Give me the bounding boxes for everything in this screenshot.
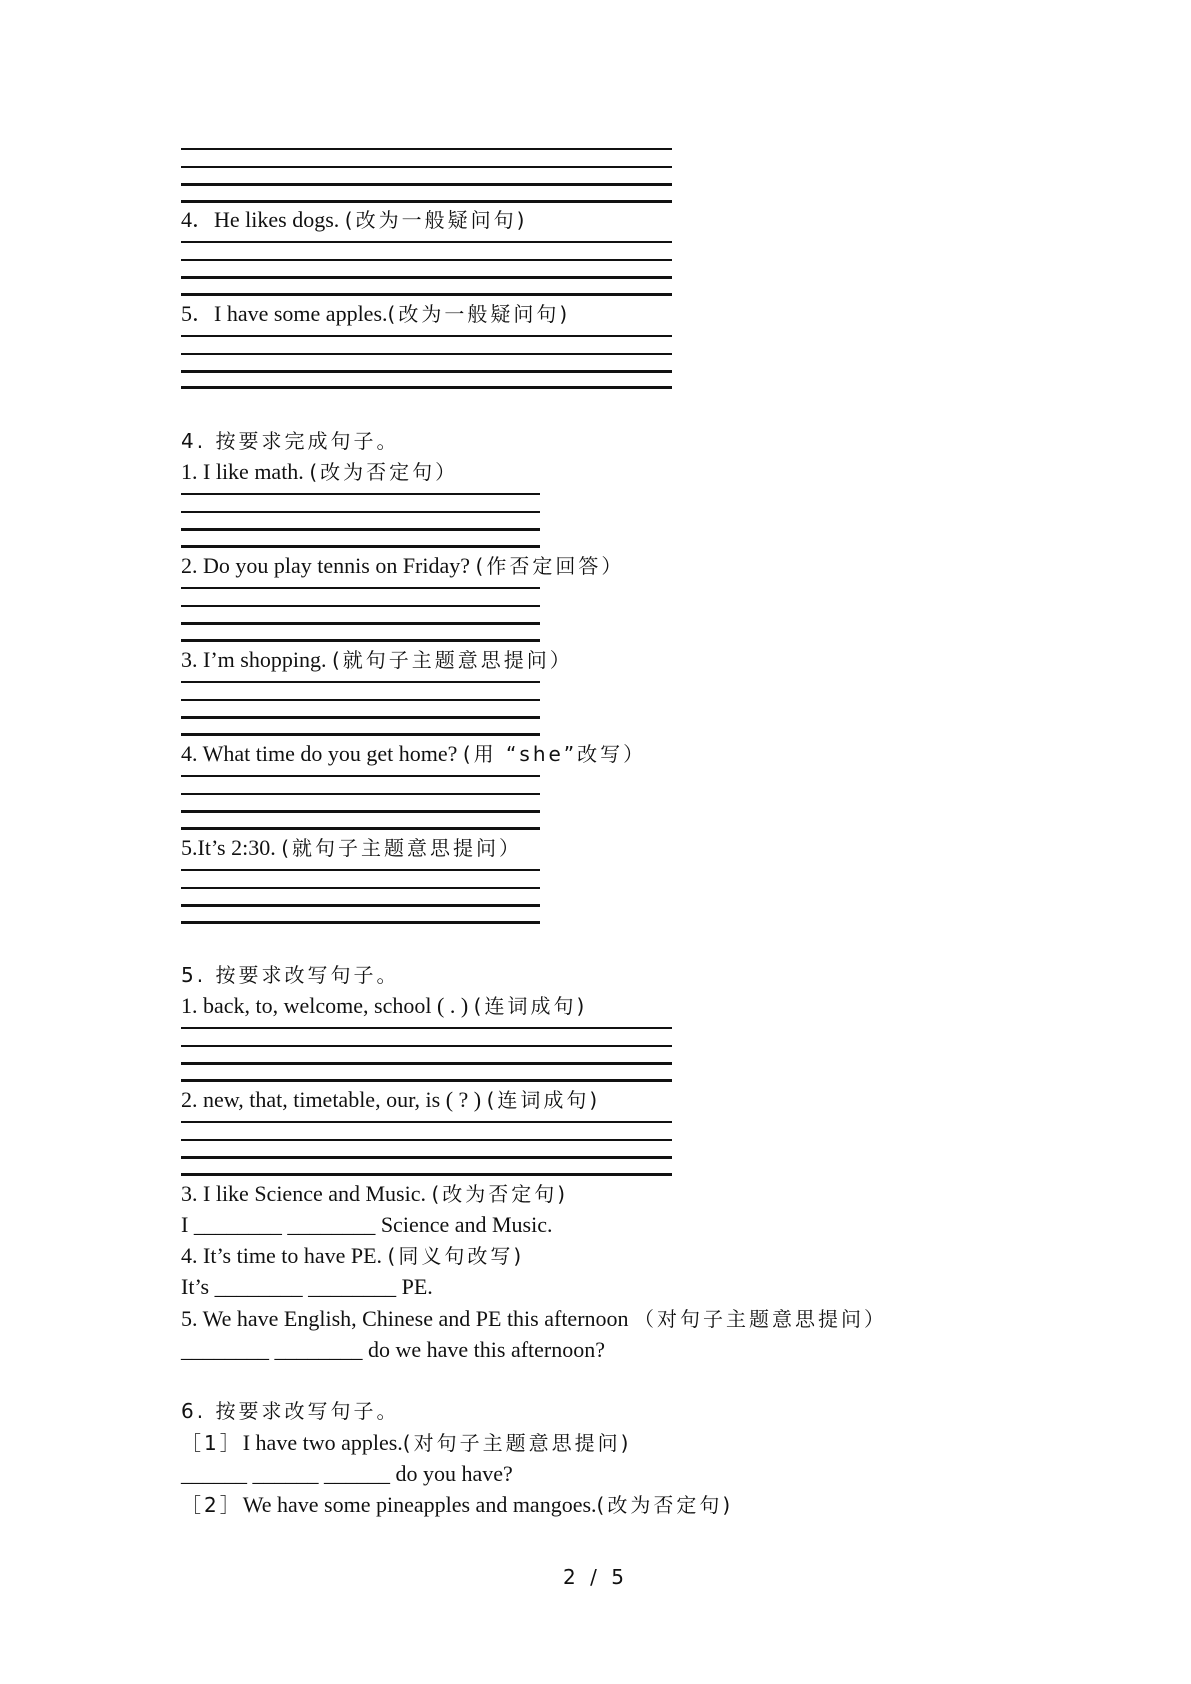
answer-line	[181, 587, 540, 589]
question-5-4: 4. It’s time to have PE. (同义句改写)	[181, 1243, 525, 1268]
answer-line	[181, 276, 672, 279]
section-heading-6: 6. 按要求改写句子。	[181, 1399, 400, 1423]
page-number: 2 / 5	[563, 1565, 628, 1589]
answer-line	[181, 869, 540, 871]
answer-line	[181, 241, 672, 243]
answer-line	[181, 353, 672, 355]
answer-line	[181, 1173, 672, 1176]
answer-line	[181, 1139, 672, 1141]
answer-line	[181, 545, 540, 548]
answer-line	[181, 335, 672, 337]
answer-line	[181, 148, 672, 150]
question-5-3: 3. I like Science and Music. (改为否定句)	[181, 1181, 569, 1206]
answer-line	[181, 699, 540, 701]
question-4-5: 5.It’s 2:30. (就句子主题意思提问）	[181, 835, 523, 860]
answer-line	[181, 716, 540, 719]
answer-line	[181, 511, 540, 513]
answer-6-1: ______ ______ ______ do you have?	[181, 1461, 513, 1486]
question-4-4: 4. What time do you get home? (用 “she”改写）	[181, 741, 647, 766]
answer-line	[181, 887, 540, 889]
answer-line	[181, 183, 672, 186]
answer-line	[181, 622, 540, 625]
answer-line	[181, 1156, 672, 1159]
answer-line	[181, 733, 540, 736]
section-heading-5: 5. 按要求改写句子。	[181, 963, 400, 987]
question-3-5: 5．I have some apples.(改为一般疑问句)	[181, 301, 571, 326]
answer-line	[181, 1121, 672, 1123]
answer-line	[181, 639, 540, 642]
question-3-4: 4．He likes dogs. (改为一般疑问句)	[181, 207, 528, 232]
answer-line	[181, 1062, 672, 1065]
answer-line	[181, 810, 540, 813]
question-6-2: ［2］We have some pineapples and mangoes.(改为否定句)	[181, 1492, 734, 1517]
answer-line	[181, 605, 540, 607]
question-6-1: ［1］I have two apples.(对句子主题意思提问)	[181, 1430, 632, 1455]
question-5-5: 5. We have English, Chinese and PE this afternoon （对句子主题意思提问）	[181, 1306, 888, 1331]
question-4-3: 3. I’m shopping. (就句子主题意思提问）	[181, 647, 573, 672]
answer-line	[181, 775, 540, 777]
question-4-2: 2. Do you play tennis on Friday? (作否定回答）	[181, 553, 625, 578]
answer-line	[181, 904, 540, 907]
answer-line	[181, 259, 672, 261]
answer-5-4: It’s ________ ________ PE.	[181, 1274, 433, 1299]
answer-line	[181, 827, 540, 830]
section-heading-4: 4. 按要求完成句子。	[181, 429, 400, 453]
answer-line	[181, 1045, 672, 1047]
answer-line	[181, 1079, 672, 1082]
answer-line	[181, 493, 540, 495]
answer-line	[181, 166, 672, 168]
answer-5-5: ________ ________ do we have this afternoon?	[181, 1337, 606, 1362]
answer-line	[181, 200, 672, 203]
answer-line	[181, 293, 672, 296]
question-4-1: 1. I like math. (改为否定句）	[181, 459, 459, 484]
question-5-1: 1. back, to, welcome, school ( . ) (连词成句)	[181, 993, 588, 1018]
answer-line	[181, 921, 540, 924]
answer-5-3: I ________ ________ Science and Music.	[181, 1212, 553, 1237]
answer-line	[181, 1027, 672, 1029]
answer-line	[181, 681, 540, 683]
answer-line	[181, 370, 672, 373]
answer-line	[181, 793, 540, 795]
answer-line	[181, 386, 672, 389]
answer-line	[181, 528, 540, 531]
question-5-2: 2. new, that, timetable, our, is ( ? ) (连词成句)	[181, 1087, 601, 1112]
